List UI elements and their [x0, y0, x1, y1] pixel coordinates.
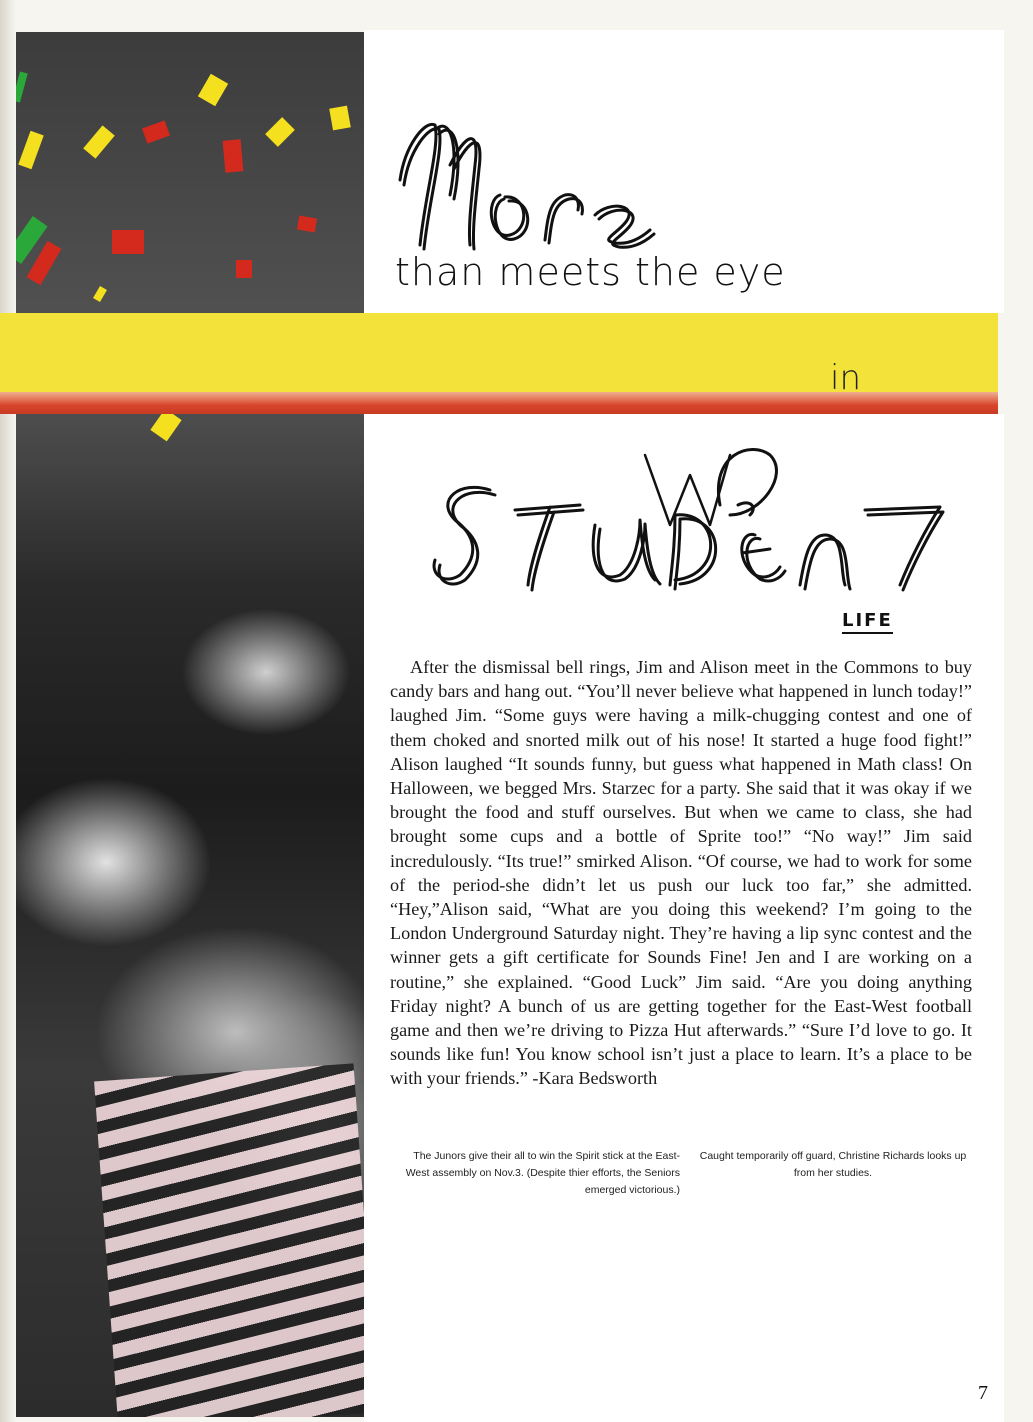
confetti-piece	[142, 120, 170, 143]
page-number: 7	[978, 1382, 988, 1404]
student-crowd-photo	[16, 32, 364, 1417]
confetti-piece	[16, 71, 28, 102]
confetti-piece	[112, 230, 144, 254]
confetti-piece	[236, 260, 252, 278]
photo-caption-christine: Caught temporarily off guard, Christine Richards looks up from her studies.	[699, 1150, 967, 1179]
connector-word: in	[830, 358, 861, 398]
confetti-piece	[18, 131, 43, 170]
tagline: than meets the eye	[395, 250, 786, 294]
confetti-piece	[198, 74, 228, 107]
article-body: After the dismissal bell rings, Jim and Alison meet in the Commons to buy candy bars and hang out. “You’ll never believe what happened in lunch today!” laughed Jim. “Some guys were having a milk-chugging contest and one of them choked and snorted milk out of his nose! It started a huge food fight!” Alison laughed “It sounds funny, but guess what happened in Math class! On Halloween, we begged Mrs. Starzec for a party. She said that it was okay if we brought the food and stuff ourselves. But when we came to class, she had brought some cups and a bottle of Sprite too!” “No way!” Jim said incredulously. “Its true!” smirked Alison. “Of course, we had to work for some of the period-she didn’t let us push our luck too far,” she admitted. “Hey,”Alison said, “What are you doing this weekend? I’m going to the London Underground Saturday night. They’re having a lip sync contest and the winner gets a gift certificate for Sounds Fine! Jen and I are working on a routine,” she explained. “Good Luck” Jim said. “Are you doing anything Friday night? A bunch of us are getting together for the East-West football game and then we’re driving to Pizza Hut afterwards.” “Sure I’d love to go. It sounds like fun! You know school isn’t just a place to learn. It’s a place to be with your friends.” -Kara Bedsworth	[390, 657, 972, 1089]
photo-caption-juniors: The Junors give their all to win the Spirit stick at the East-West assembly on Nov.3. (Despite thier efforts, the Seniors emerged victorious.)	[405, 1150, 680, 1196]
confetti-piece	[297, 216, 317, 233]
confetti-piece	[265, 117, 295, 147]
student-script-title	[420, 435, 960, 625]
page-edge	[0, 0, 16, 1422]
confetti-piece	[93, 286, 107, 302]
life-subtitle: LIFE	[842, 610, 893, 634]
confetti-piece	[223, 139, 244, 172]
striped-sweater	[94, 1063, 364, 1417]
confetti-piece	[83, 125, 115, 158]
confetti-piece	[329, 106, 351, 131]
